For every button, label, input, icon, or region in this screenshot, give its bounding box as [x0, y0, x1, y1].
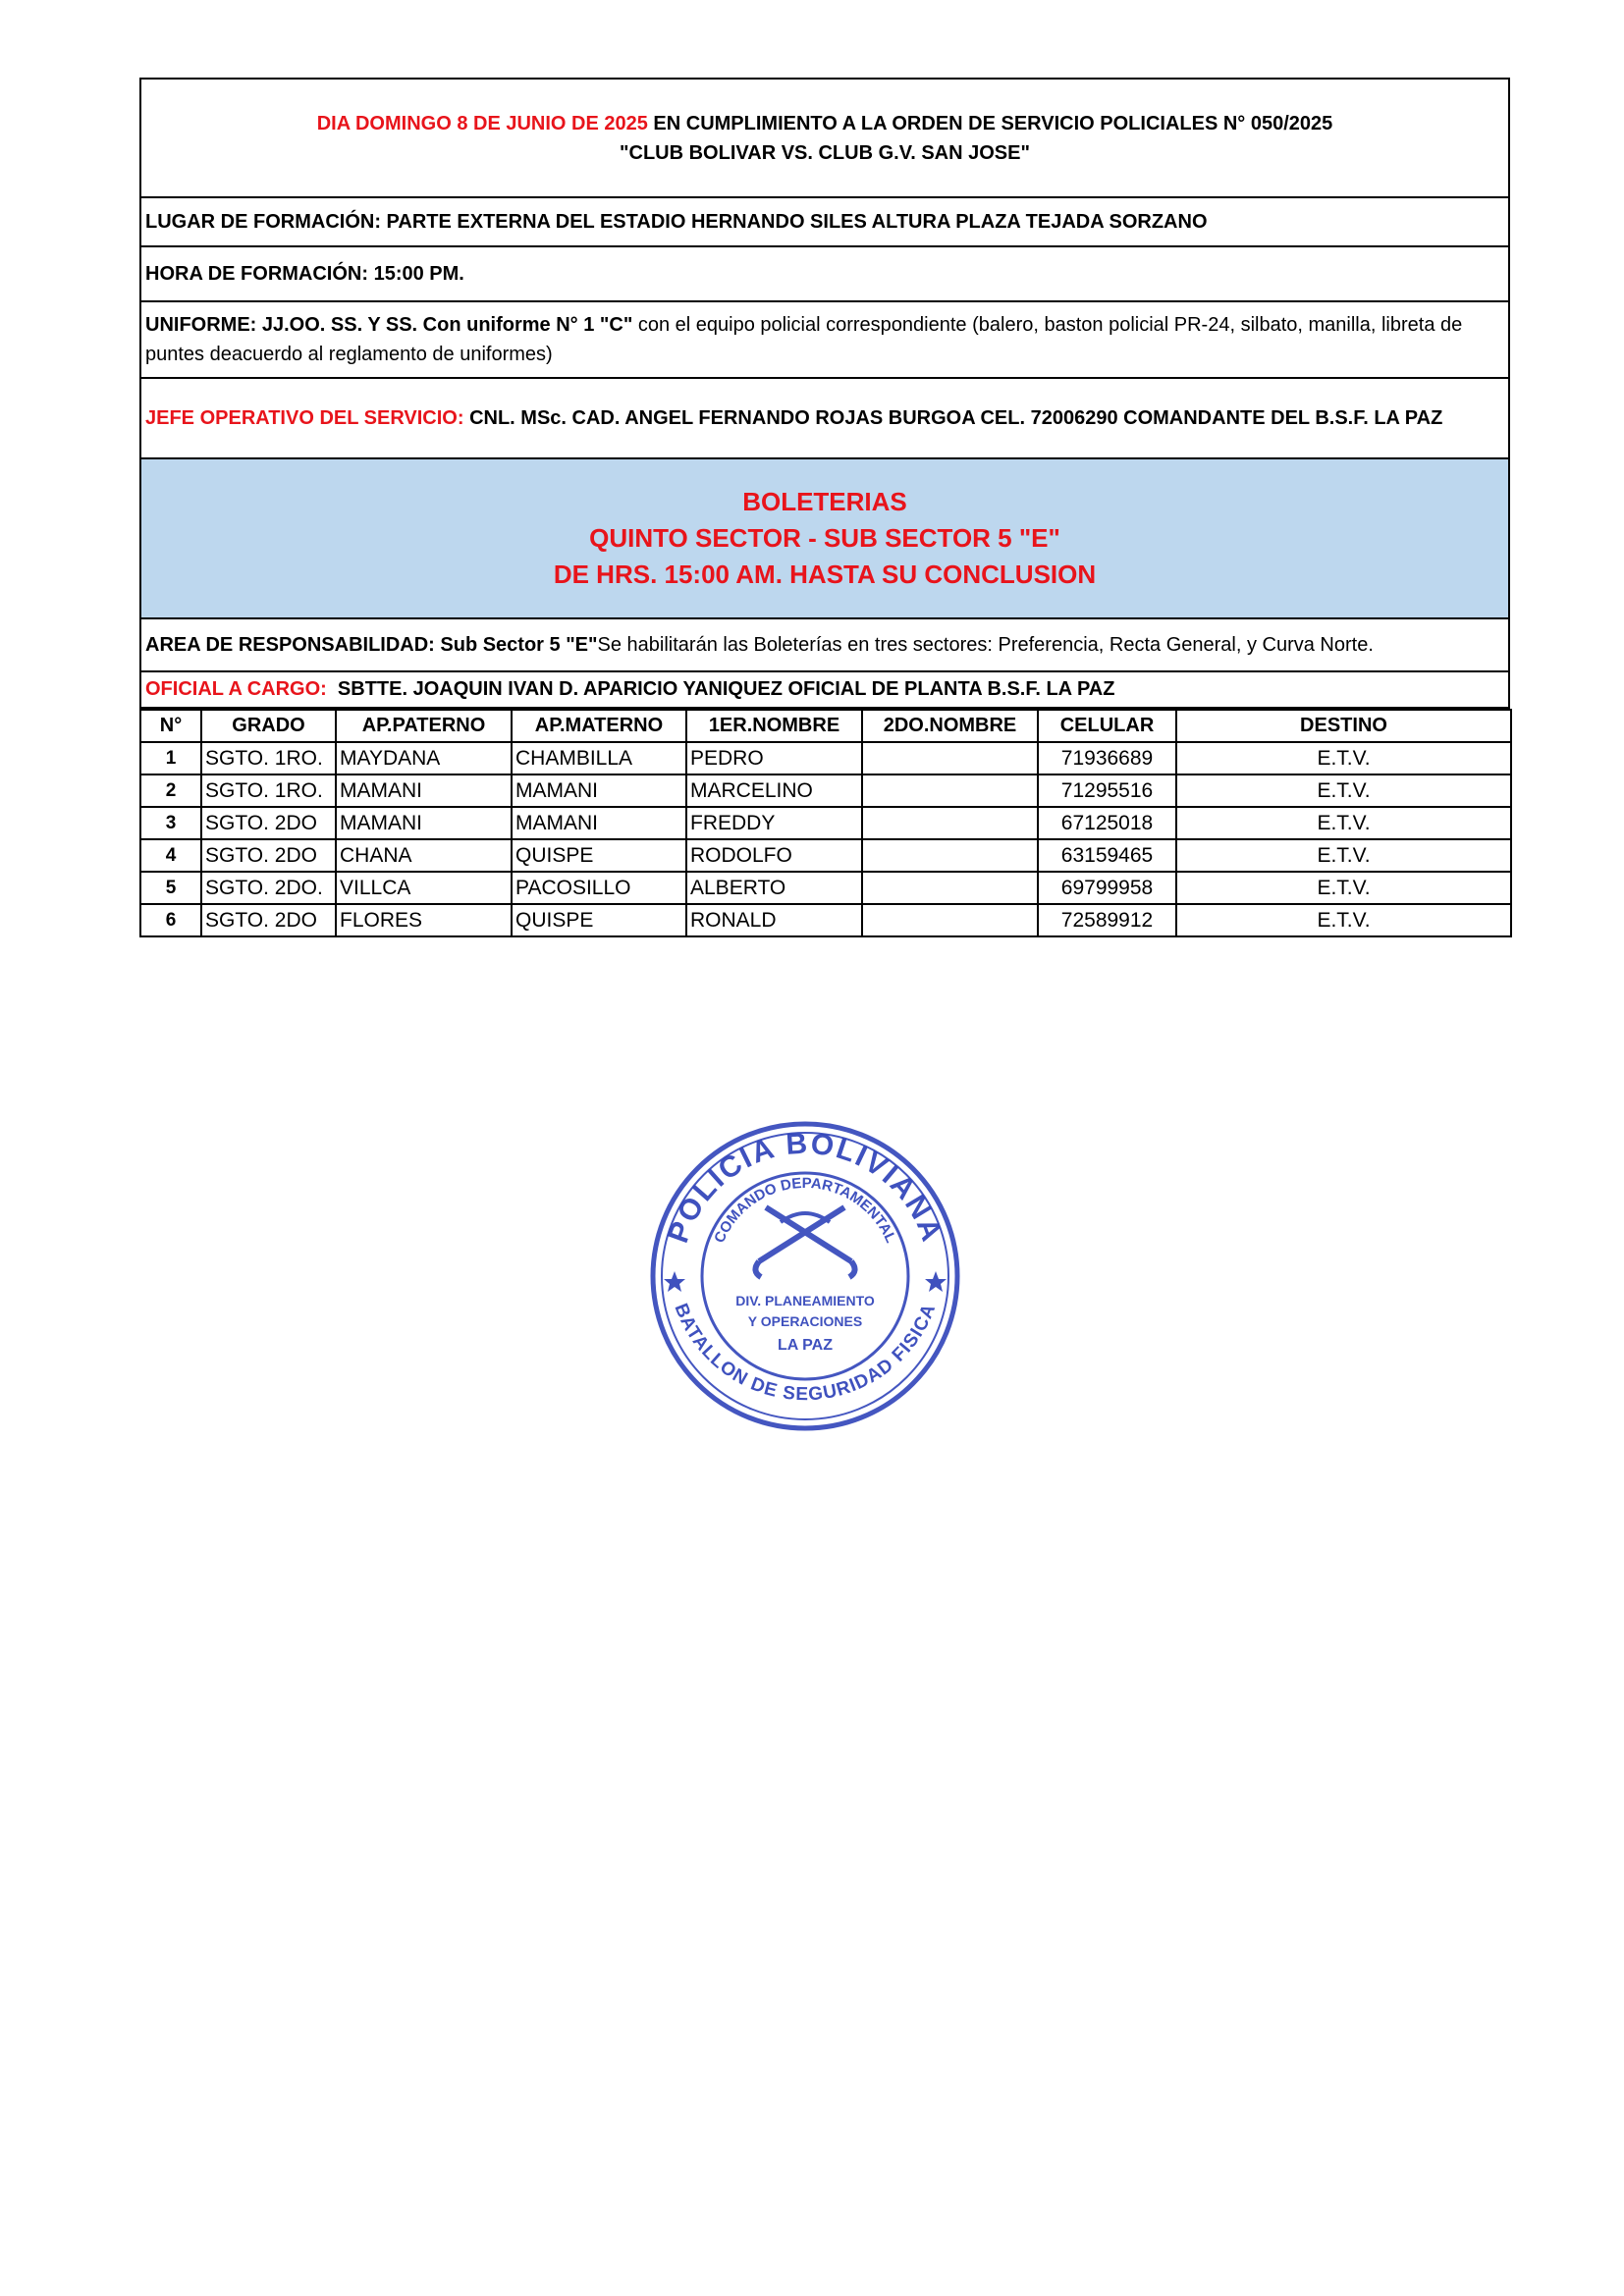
cell-grade: SGTO. 2DO — [201, 839, 336, 872]
operations-chief — [141, 379, 1508, 459]
cell-destination: E.T.V. — [1176, 839, 1511, 872]
document-title — [141, 80, 1508, 198]
officer-value: SBTTE. JOAQUIN IVAN D. APARICIO YANIQUEZ OFICIAL DE PLANTA B.S.F. LA PAZ — [326, 678, 1115, 700]
cell-grade: SGTO. 2DO — [201, 904, 336, 936]
cell-father-surname: MAMANI — [336, 807, 512, 839]
cell-mother-surname: QUISPE — [512, 839, 686, 872]
cell-first-name: RONALD — [686, 904, 862, 936]
cell-destination: E.T.V. — [1176, 742, 1511, 774]
area-label: AREA DE RESPONSABILIDAD: Sub Sector 5 "E" — [145, 633, 598, 656]
sector-banner — [141, 459, 1508, 619]
cell-father-surname: FLORES — [336, 904, 512, 936]
cell-destination: E.T.V. — [1176, 807, 1511, 839]
title-date: DIA DOMINGO 8 DE JUNIO DE 2025 — [316, 112, 648, 134]
cell-mother-surname: MAMANI — [512, 774, 686, 807]
cell-second-name — [862, 807, 1038, 839]
cell-father-surname: VILLCA — [336, 872, 512, 904]
personnel-table — [139, 709, 1512, 937]
formation-time: HORA DE FORMACIÓN: 15:00 PM. — [141, 247, 1508, 302]
table-row — [140, 742, 1511, 774]
table-row — [140, 872, 1511, 904]
title-match: "CLUB BOLIVAR VS. CLUB G.V. SAN JOSE" — [620, 141, 1030, 164]
cell-num: 4 — [140, 839, 201, 872]
cell-grade: SGTO. 2DO — [201, 807, 336, 839]
cell-num: 6 — [140, 904, 201, 936]
col-header-mother-surname: AP.MATERNO — [512, 710, 686, 742]
cell-father-surname: MAMANI — [336, 774, 512, 807]
cell-mother-surname: PACOSILLO — [512, 872, 686, 904]
chief-value: CNL. MSc. CAD. ANGEL FERNANDO ROJAS BURGOA CEL. 72006290 COMANDANTE DEL B.S.F. LA PAZ — [469, 406, 1443, 429]
formation-place: LUGAR DE FORMACIÓN: PARTE EXTERNA DEL ESTADIO HERNANDO SILES ALTURA PLAZA TEJADA SORZANO — [141, 198, 1508, 247]
stamp-star-right-icon — [925, 1271, 947, 1292]
cell-phone: 67125018 — [1038, 807, 1176, 839]
banner-line-3: DE HRS. 15:00 AM. HASTA SU CONCLUSION — [553, 560, 1097, 589]
cell-destination: E.T.V. — [1176, 904, 1511, 936]
col-header-phone: CELULAR — [1038, 710, 1176, 742]
cell-grade: SGTO. 1RO. — [201, 742, 336, 774]
col-header-destination: DESTINO — [1176, 710, 1511, 742]
service-order-sheet — [139, 78, 1510, 937]
cell-grade: SGTO. 1RO. — [201, 774, 336, 807]
area-detail: Se habilitarán las Boleterías en tres sectores: Preferencia, Recta General, y Curva Norte. — [597, 633, 1374, 656]
cell-first-name: MARCELINO — [686, 774, 862, 807]
col-header-father-surname: AP.PATERNO — [336, 710, 512, 742]
table-row — [140, 774, 1511, 807]
col-header-grade: GRADO — [201, 710, 336, 742]
cell-second-name — [862, 774, 1038, 807]
cell-first-name: RODOLFO — [686, 839, 862, 872]
chief-label: JEFE OPERATIVO DEL SERVICIO: — [145, 406, 464, 429]
cell-phone: 63159465 — [1038, 839, 1176, 872]
cell-grade: SGTO. 2DO. — [201, 872, 336, 904]
table-header-row — [140, 710, 1511, 742]
cell-second-name — [862, 839, 1038, 872]
table-row — [140, 839, 1511, 872]
cell-mother-surname: QUISPE — [512, 904, 686, 936]
officer-in-charge — [141, 672, 1508, 709]
cell-num: 5 — [140, 872, 201, 904]
cell-destination: E.T.V. — [1176, 774, 1511, 807]
title-line-1 — [317, 109, 1333, 138]
responsibility-area — [141, 619, 1508, 672]
table-row — [140, 904, 1511, 936]
uniform-label: UNIFORME: JJ.OO. SS. Y SS. Con uniforme N° 1 "C" — [145, 314, 633, 336]
cell-first-name: FREDDY — [686, 807, 862, 839]
cell-second-name — [862, 742, 1038, 774]
cell-num: 1 — [140, 742, 201, 774]
cell-num: 2 — [140, 774, 201, 807]
cell-mother-surname: CHAMBILLA — [512, 742, 686, 774]
banner-line-2: QUINTO SECTOR - SUB SECTOR 5 "E" — [589, 523, 1060, 553]
cell-father-surname: CHANA — [336, 839, 512, 872]
cell-first-name: ALBERTO — [686, 872, 862, 904]
cell-phone: 69799958 — [1038, 872, 1176, 904]
uniform-info — [141, 302, 1508, 379]
table-body — [140, 742, 1511, 936]
cell-second-name — [862, 904, 1038, 936]
col-header-num: N° — [140, 710, 201, 742]
officer-label: OFICIAL A CARGO: — [145, 678, 327, 700]
stamp-outer-top: POLICIA BOLIVIANA — [662, 1127, 948, 1248]
stamp-center-1: DIV. PLANEAMIENTO — [735, 1293, 875, 1308]
title-order: EN CUMPLIMIENTO A LA ORDEN DE SERVICIO POLICIALES N° 050/2025 — [647, 112, 1333, 134]
table-row — [140, 807, 1511, 839]
stamp-star-left-icon — [664, 1271, 685, 1292]
uniform-detail: con el equipo policial correspondiente (balero, baston policial PR-24, silbato, manilla, libreta de puntes deacuerdo al reglamento de uniformes) — [145, 314, 1463, 365]
banner-line-1: BOLETERIAS — [742, 487, 907, 516]
stamp-outer-bottom: BATALLON DE SEGURIDAD FISICA — [670, 1301, 941, 1406]
cell-phone: 71936689 — [1038, 742, 1176, 774]
cell-destination: E.T.V. — [1176, 872, 1511, 904]
cell-num: 3 — [140, 807, 201, 839]
stamp-center-2: Y OPERACIONES — [747, 1313, 863, 1329]
cell-mother-surname: MAMANI — [512, 807, 686, 839]
col-header-first-name: 1ER.NOMBRE — [686, 710, 862, 742]
col-header-second-name: 2DO.NOMBRE — [862, 710, 1038, 742]
cell-second-name — [862, 872, 1038, 904]
stamp-center-3: LA PAZ — [778, 1337, 833, 1354]
stamp-inner-top: COMANDO DEPARTAMENTAL — [711, 1174, 899, 1246]
header-box — [139, 78, 1510, 709]
cell-father-surname: MAYDANA — [336, 742, 512, 774]
police-seal-stamp — [643, 1114, 967, 1438]
cell-phone: 71295516 — [1038, 774, 1176, 807]
cell-phone: 72589912 — [1038, 904, 1176, 936]
cell-first-name: PEDRO — [686, 742, 862, 774]
